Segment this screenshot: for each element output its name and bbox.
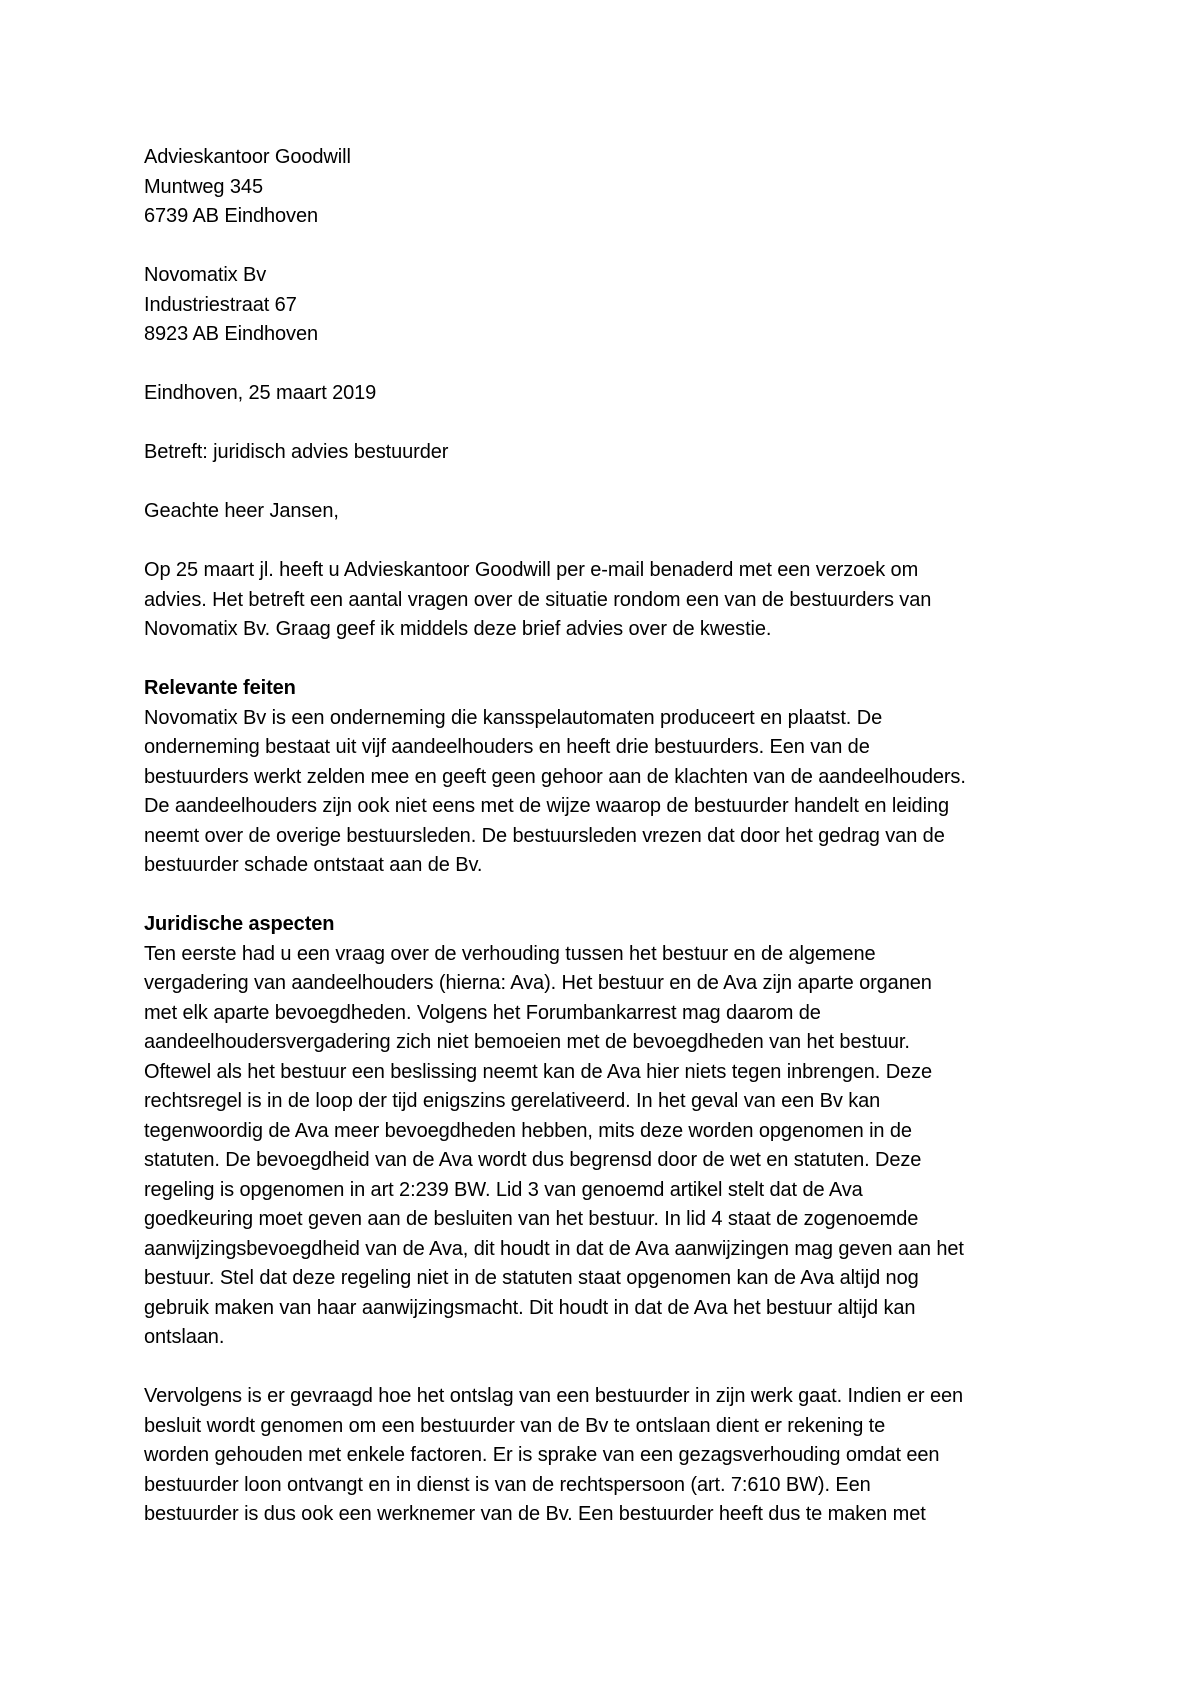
text-line: bestuurder loon ontvangt en in dienst is van de rechtspersoon (art. 7:610 BW). Een	[144, 1473, 871, 1496]
text-line: regeling is opgenomen in art 2:239 BW. Lid 3 van genoemd artikel stelt dat de Ava	[144, 1178, 863, 1201]
text-line: statuten. De bevoegdheid van de Ava wordt dus begrensd door de wet en statuten. Deze	[144, 1149, 922, 1171]
text-line: bestuur. Stel dat deze regeling niet in de statuten staat opgenomen kan de Ava altijd nog	[144, 1267, 919, 1289]
text-line: Ten eerste had u een vraag over de verhouding tussen het bestuur en de algemene	[144, 942, 876, 965]
text-line: gebruik maken van haar aanwijzingsmacht. Dit houdt in dat de Ava het bestuur altijd kan	[144, 1296, 916, 1319]
text-line: Novomatix Bv is een onderneming die kansspelautomaten produceert en plaatst. De	[144, 706, 883, 729]
subject-line: Betreft: juridisch advies bestuurder	[144, 441, 449, 463]
spacer	[144, 881, 1064, 911]
sender-city: 6739 AB Eindhoven	[144, 205, 319, 227]
spacer	[144, 1353, 1064, 1383]
text-line: Oftewel als het bestuur een beslissing neemt kan de Ava hier niets tegen inbrengen. Deze	[144, 1060, 932, 1083]
legal-heading: Juridische aspecten	[144, 913, 335, 935]
text-line: De aandeelhouders zijn ook niet eens met de wijze waarop de bestuurder handelt en leiding	[144, 795, 949, 817]
date-line: Eindhoven, 25 maart 2019	[144, 382, 377, 404]
text-line: aanwijzingsbevoegdheid van de Ava, dit houdt in dat de Ava aanwijzingen mag geven aan het	[144, 1237, 964, 1260]
text-line: goedkeuring moet geven aan de besluiten van het bestuur. In lid 4 staat de zogenoemde	[144, 1208, 919, 1230]
dismissal-paragraph	[144, 1382, 1064, 1530]
text-line: advies. Het betreft een aantal vragen over de situatie rondom een van de bestuurders van	[144, 588, 932, 611]
text-line: bestuurder is dus ook een werknemer van de Bv. Een bestuurder heeft dus te maken met	[144, 1503, 926, 1525]
text-line: tegenwoordig de Ava meer bevoegdheden hebben, mits deze worden opgenomen in de	[144, 1119, 912, 1142]
recipient-name: Novomatix Bv	[144, 264, 267, 286]
sender-address	[144, 143, 1064, 232]
facts-section	[144, 674, 1064, 881]
text-line: onderneming bestaat uit vijf aandeelhouders en heeft drie bestuurders. Een van de	[144, 736, 870, 758]
recipient-city: 8923 AB Eindhoven	[144, 323, 319, 345]
spacer	[144, 468, 1064, 498]
intro-paragraph	[144, 556, 1064, 645]
recipient-street: Industriestraat 67	[144, 293, 297, 316]
letter-body	[144, 143, 1064, 1530]
spacer	[144, 409, 1064, 439]
sender-street: Muntweg 345	[144, 175, 263, 198]
text-line: besluit wordt genomen om een bestuurder van de Bv te ontslaan dient er rekening te	[144, 1414, 886, 1437]
text-line: Vervolgens is er gevraagd hoe het ontslag van een bestuurder in zijn werk gaat. Indien er een	[144, 1385, 964, 1407]
text-line: aandeelhoudersvergadering zich niet bemoeien met de bevoegdheden van het bestuur.	[144, 1031, 910, 1053]
text-line: Op 25 maart jl. heeft u Advieskantoor Goodwill per e-mail benaderd met een verzoek om	[144, 559, 919, 581]
text-line: bestuurder schade ontstaat aan de Bv.	[144, 854, 483, 876]
text-line: worden gehouden met enkele factoren. Er is sprake van een gezagsverhouding omdat een	[144, 1444, 940, 1466]
text-line: vergadering van aandeelhouders (hierna: Ava). Het bestuur en de Ava zijn aparte organen	[144, 972, 932, 994]
spacer	[144, 232, 1064, 262]
facts-heading: Relevante feiten	[144, 677, 296, 699]
salutation: Geachte heer Jansen,	[144, 500, 339, 522]
text-line: met elk aparte bevoegdheden. Volgens het Forumbankarrest mag daarom de	[144, 1001, 821, 1024]
text-line: Novomatix Bv. Graag geef ik middels deze brief advies over de kwestie.	[144, 618, 772, 640]
spacer	[144, 350, 1064, 380]
spacer	[144, 645, 1064, 675]
legal-section	[144, 910, 1064, 1353]
text-line: rechtsregel is in de loop der tijd enigszins gerelativeerd. In het geval van een Bv kan	[144, 1090, 881, 1112]
text-line: ontslaan.	[144, 1326, 225, 1348]
recipient-address	[144, 261, 1064, 350]
sender-name: Advieskantoor Goodwill	[144, 146, 351, 168]
spacer	[144, 527, 1064, 557]
text-line: neemt over de overige bestuursleden. De bestuursleden vrezen dat door het gedrag van de	[144, 824, 945, 847]
text-line: bestuurders werkt zelden mee en geeft geen gehoor aan de klachten van de aandeelhouders.	[144, 765, 966, 788]
